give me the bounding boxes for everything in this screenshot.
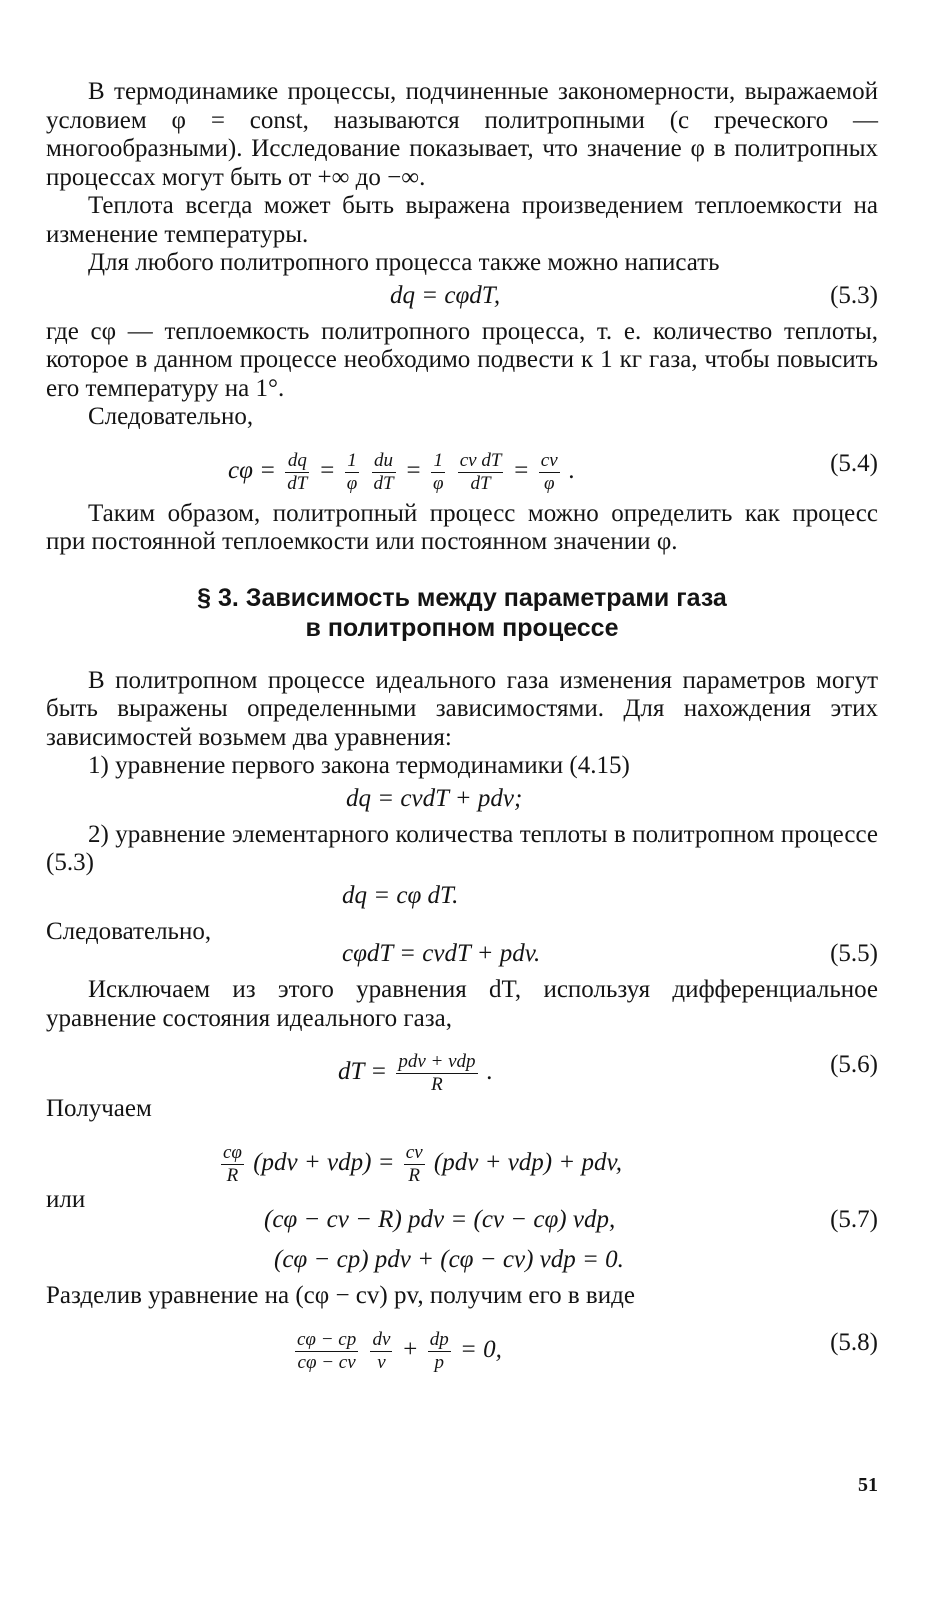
equation-expr: dq = cφdT,: [390, 281, 501, 309]
fraction: $\frac{cv}{R}$: [405, 1141, 423, 1186]
equation-first-law: [46, 781, 878, 821]
equation-expr: dq = cφ dT.: [342, 881, 459, 909]
fraction: $\frac{du}{dT}$: [373, 449, 394, 494]
fraction: $\frac{cv}{\varphi}$: [540, 449, 558, 494]
equation-expr: cφdT = cvdT + pdv.: [342, 940, 541, 967]
paragraph: Следовательно,: [46, 917, 212, 945]
eq-plus: +: [401, 1335, 419, 1363]
paragraph: В термодинамике процессы, подчиненные закономерности, выражаемой условием φ = const, называются политропными (с греческого — многообразными). Исследование показывает, что значение φ в политропных процессах могут быть от +∞ до −∞.: [46, 78, 878, 191]
eq-mid: (pdv + vdp) =: [253, 1148, 395, 1176]
section-heading: [46, 583, 878, 643]
equation-expr: (cφ − cv − R) pdv = (cv − cφ) vdp,: [264, 1206, 616, 1233]
eq-end: .: [568, 456, 576, 484]
equation-5-5: [46, 936, 878, 976]
fraction: $\frac{dp}{p}$: [429, 1328, 449, 1373]
paragraph: Для любого политропного процесса также можно написать: [88, 249, 720, 276]
fraction: $\frac{c\varphi - cp}{c\varphi - cv}$: [297, 1328, 357, 1373]
equation-number: (5.7): [830, 1206, 878, 1233]
paragraph: где cφ — теплоемкость политропного процесса, т. е. количество теплоты, которое в данном процессе необходимо подвести к 1 кг газа, чтобы повысить его температуру на 1°.: [46, 317, 878, 402]
equation-number: (5.5): [830, 940, 878, 967]
paragraph: В политропном процессе идеального газа изменения параметров могут быть выражены определенными зависимостями. Для нахождения этих зависимостей возьмем два уравнения:: [46, 666, 878, 751]
eq-mid: (pdv + vdp) + pdv,: [433, 1148, 622, 1176]
eq-end: .: [486, 1058, 494, 1086]
equation-5-6: [46, 1033, 878, 1095]
paragraph: Следовательно,: [88, 403, 254, 430]
fraction: $\frac{dq}{dT}$: [287, 449, 308, 494]
paragraph: 2) уравнение элементарного количества теплоты в политропном процессе (5.3): [46, 820, 878, 876]
equation-expr: (cφ − cp) pdv + (cφ − cv) vdp = 0.: [274, 1246, 624, 1273]
equation-number: (5.8): [830, 1328, 878, 1356]
fraction: $\frac{1}{\varphi}$: [432, 449, 444, 494]
eq-lhs: cφ =: [228, 456, 277, 484]
page-body: [46, 78, 878, 1373]
heading-line: в политропном процессе: [305, 613, 619, 642]
paragraph: Разделив уравнение на (cφ − cv) pv, получим его в виде: [46, 1282, 635, 1309]
equation-5-7b: [46, 1242, 878, 1282]
fraction: $\frac{c\varphi}{R}$: [223, 1141, 242, 1186]
equation-number: (5.4): [830, 449, 878, 477]
equation-5-4: [46, 432, 878, 494]
fraction: $\frac{1}{\varphi}$: [346, 449, 358, 494]
equation-5-7: [46, 1202, 878, 1242]
eq-end: = 0,: [460, 1335, 502, 1363]
paragraph: Исключаем из этого уравнения dT, используя дифференциальное уравнение состояния идеального газа,: [46, 976, 878, 1032]
eq-sign: =: [512, 456, 530, 484]
fraction: $\frac{\text{cv dT}}{dT}$: [459, 449, 502, 494]
equation-expr: dq = cvdT + pdv;: [346, 784, 523, 812]
fraction: $\frac{\text{pdv + vdp}}{R}$: [398, 1051, 476, 1095]
equation-5-3: [46, 278, 878, 318]
heading-line: § 3. Зависимость между параметрами газа: [197, 583, 727, 612]
page-number: 51: [858, 1474, 878, 1496]
paragraph: Теплота всегда может быть выражена произведением теплоемкости на изменение температуры.: [46, 192, 878, 248]
equation-number: (5.6): [830, 1051, 878, 1078]
equation-substitution: [46, 1124, 878, 1186]
fraction: $\frac{dv}{v}$: [372, 1328, 391, 1373]
paragraph: Таким образом, политропный процесс можно определить как процесс при постоянной теплоемкости или постоянном значении φ.: [46, 499, 878, 555]
eq-sign: =: [404, 456, 422, 484]
paragraph: 1) уравнение первого закона термодинамики (4.15): [88, 752, 630, 779]
eq-lhs: dT =: [338, 1058, 388, 1086]
equation-5-8: [46, 1311, 878, 1373]
paragraph: или: [46, 1185, 86, 1213]
paragraph: Получаем: [46, 1095, 152, 1122]
equation-poly-heat: [46, 878, 878, 918]
equation-number: (5.3): [830, 281, 878, 309]
eq-sign: =: [318, 456, 336, 484]
